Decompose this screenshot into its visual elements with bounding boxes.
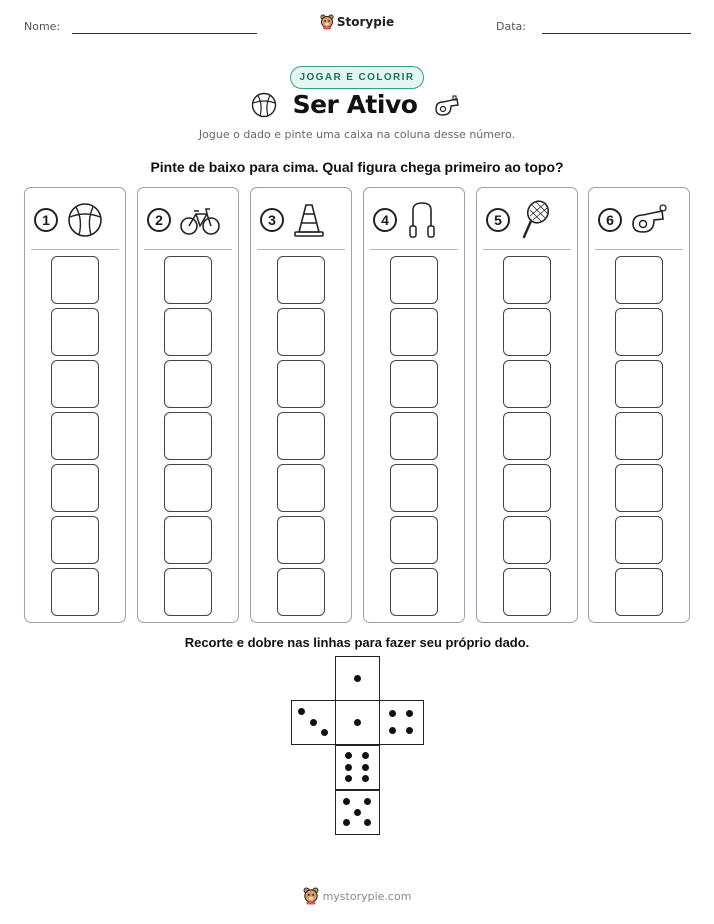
column-number: 6 (598, 208, 622, 232)
date-label: Data: (496, 20, 526, 33)
dice-pip (345, 764, 352, 771)
bear-mascot-icon (303, 887, 319, 905)
color-box[interactable] (277, 464, 325, 512)
color-box[interactable] (164, 360, 212, 408)
color-box[interactable] (51, 256, 99, 304)
column-4 (363, 187, 465, 623)
color-box[interactable] (615, 360, 663, 408)
dice-pip (298, 708, 305, 715)
tennis-racket-icon (518, 199, 552, 241)
dice-pip (364, 798, 371, 805)
dice-pip (354, 809, 361, 816)
color-box[interactable] (503, 516, 551, 564)
dice-pip (389, 710, 396, 717)
page-title: Ser Ativo (292, 90, 418, 119)
color-box[interactable] (615, 256, 663, 304)
brand-logo (0, 14, 714, 30)
dice-pip (354, 719, 361, 726)
color-box[interactable] (503, 256, 551, 304)
dice-face-right (379, 700, 424, 745)
dice-pip (345, 752, 352, 759)
color-box[interactable] (390, 412, 438, 460)
bicycle-icon (179, 201, 221, 239)
dice-pip (364, 819, 371, 826)
traffic-cone-icon (292, 201, 326, 239)
dice-pip (406, 727, 413, 734)
dice-face-top (335, 656, 380, 701)
brand-name: Storypie (336, 15, 395, 29)
dice-face-bottom (335, 790, 380, 835)
color-box[interactable] (164, 412, 212, 460)
color-box[interactable] (390, 568, 438, 616)
color-box[interactable] (277, 412, 325, 460)
color-box[interactable] (390, 360, 438, 408)
whistle-icon (433, 93, 463, 117)
color-box[interactable] (503, 308, 551, 356)
dice-pip (310, 719, 317, 726)
column-number: 5 (486, 208, 510, 232)
color-box[interactable] (164, 516, 212, 564)
cut-instruction: Recorte e dobre nas linhas para fazer seu próprio dado. (184, 635, 530, 650)
color-box[interactable] (164, 464, 212, 512)
color-box[interactable] (277, 360, 325, 408)
color-box[interactable] (615, 464, 663, 512)
name-label: Nome: (24, 20, 61, 33)
beach-ball-icon (251, 92, 277, 118)
color-box[interactable] (164, 256, 212, 304)
color-box[interactable] (51, 464, 99, 512)
footer (0, 887, 714, 905)
dice-pip (389, 727, 396, 734)
color-box[interactable] (503, 464, 551, 512)
dice-pip (362, 775, 369, 782)
color-box[interactable] (503, 360, 551, 408)
dice-pip (321, 729, 328, 736)
column-number: 1 (34, 208, 58, 232)
color-box[interactable] (615, 308, 663, 356)
column-3 (250, 187, 352, 623)
color-box[interactable] (51, 568, 99, 616)
color-box[interactable] (277, 308, 325, 356)
color-box[interactable] (615, 412, 663, 460)
instruction-text: Pinte de baixo para cima. Qual figura chega primeiro ao topo? (150, 159, 564, 175)
column-number: 4 (373, 208, 397, 232)
date-line[interactable] (542, 33, 691, 34)
name-line[interactable] (72, 33, 257, 34)
dice-pip (343, 819, 350, 826)
color-box[interactable] (615, 568, 663, 616)
footer-url: mystorypie.com (322, 889, 412, 903)
beach-ball-icon (66, 201, 104, 239)
dice-pip (345, 775, 352, 782)
dice-pip (362, 764, 369, 771)
color-box[interactable] (277, 516, 325, 564)
dice-pip (406, 710, 413, 717)
color-box[interactable] (164, 308, 212, 356)
color-box[interactable] (51, 412, 99, 460)
column-number: 3 (260, 208, 284, 232)
coloring-columns (24, 187, 690, 623)
column-number: 2 (147, 208, 171, 232)
jump-rope-icon (405, 200, 439, 240)
color-box[interactable] (51, 308, 99, 356)
dice-pip (354, 675, 361, 682)
color-box[interactable] (503, 568, 551, 616)
dice-face-lower (335, 745, 380, 790)
color-box[interactable] (277, 256, 325, 304)
dice-pip (362, 752, 369, 759)
dice-pip (343, 798, 350, 805)
color-box[interactable] (390, 308, 438, 356)
category-badge: JOGAR E COLORIR (290, 66, 425, 89)
column-6 (588, 187, 690, 623)
column-2 (137, 187, 239, 623)
bear-mascot-icon (320, 14, 334, 30)
color-box[interactable] (390, 256, 438, 304)
color-box[interactable] (390, 516, 438, 564)
color-box[interactable] (164, 568, 212, 616)
column-1 (24, 187, 126, 623)
dice-face-left (291, 700, 336, 745)
color-box[interactable] (503, 412, 551, 460)
color-box[interactable] (390, 464, 438, 512)
column-5 (476, 187, 578, 623)
color-box[interactable] (51, 516, 99, 564)
dice-face-center (335, 700, 380, 745)
color-box[interactable] (51, 360, 99, 408)
subtitle: Jogue o dado e pinte uma caixa na coluna desse número. (198, 128, 516, 141)
color-box[interactable] (277, 568, 325, 616)
color-box[interactable] (615, 516, 663, 564)
whistle-icon (630, 203, 670, 237)
